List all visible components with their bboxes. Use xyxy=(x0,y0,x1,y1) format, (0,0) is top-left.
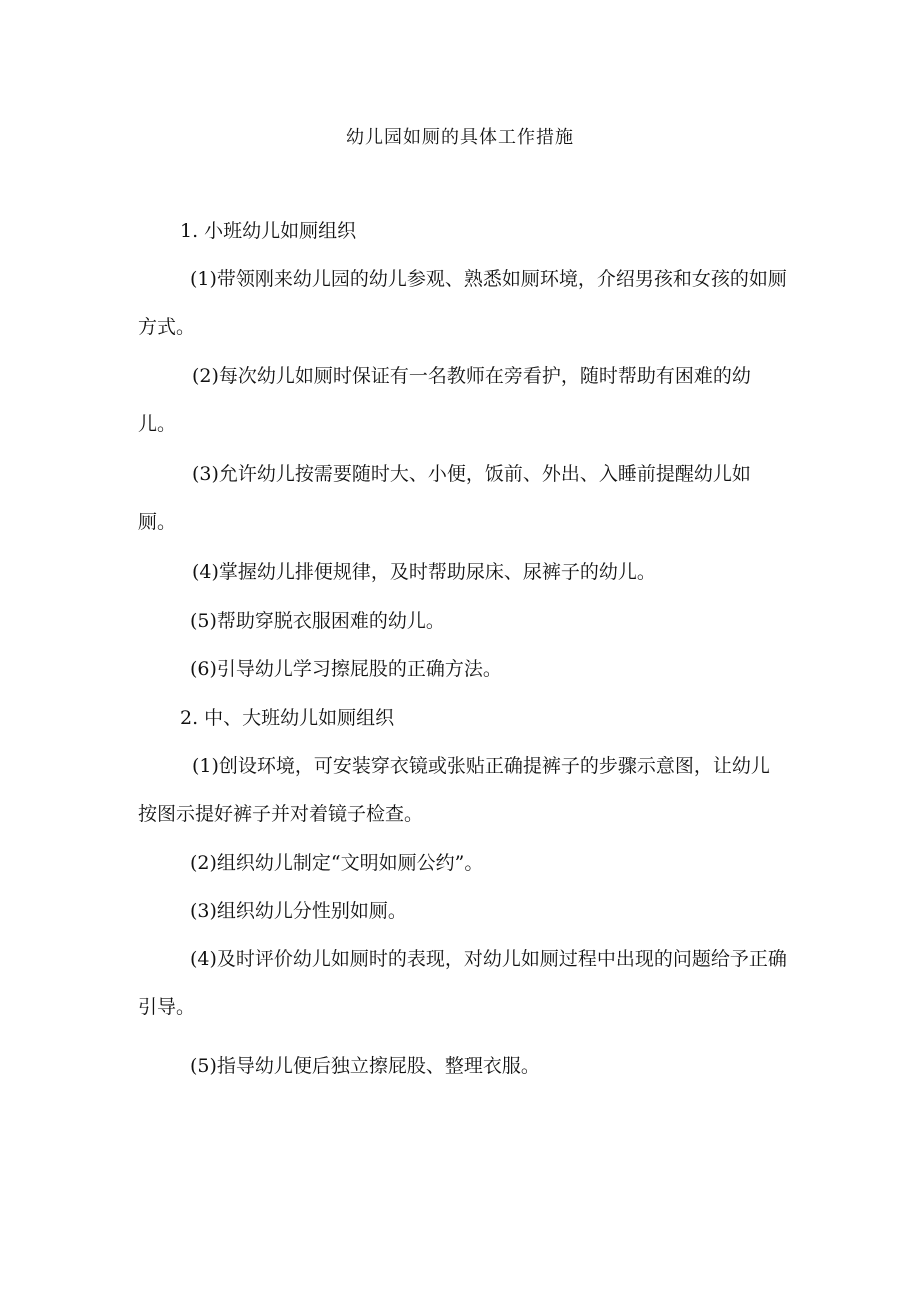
document-title: 幼儿园如厕的具体工作措施 xyxy=(346,127,574,148)
middle-large-class-item-4: (4)及时评价幼儿如厕时的表现，对幼儿如厕过程中出现的问题给予正确引导。 xyxy=(138,948,787,1018)
section-heading-middle-large-class: 2. 中、大班幼儿如厕组织 xyxy=(180,707,395,729)
small-class-item-4: (4)掌握幼儿排便规律，及时帮助尿床、尿裤子的幼儿。 xyxy=(192,561,656,583)
section-heading-small-class: 1. 小班幼儿如厕组织 xyxy=(180,220,357,242)
middle-large-class-item-2: (2)组织幼儿制定“文明如厕公约”。 xyxy=(190,852,484,874)
small-class-item-2: (2)每次幼儿如厕时保证有一名教师在旁看护，随时帮助有困难的幼儿。 xyxy=(138,365,751,435)
small-class-item-5: (5)帮助穿脱衣服困难的幼儿。 xyxy=(190,610,445,632)
middle-large-class-item-3: (3)组织幼儿分性别如厕。 xyxy=(190,900,407,922)
small-class-item-3: (3)允许幼儿按需要随时大、小便，饭前、外出、入睡前提醒幼儿如厕。 xyxy=(138,463,751,533)
small-class-item-1: (1)带领刚来幼儿园的幼儿参观、熟悉如厕环境，介绍男孩和女孩的如厕方式。 xyxy=(138,268,787,338)
middle-large-class-item-5: (5)指导幼儿便后独立擦屁股、整理衣服。 xyxy=(190,1055,540,1077)
small-class-item-6: (6)引导幼儿学习擦屁股的正确方法。 xyxy=(190,658,502,680)
middle-large-class-item-1: (1)创设环境，可安装穿衣镜或张贴正确提裤子的步骤示意图，让幼儿按图示提好裤子并对着镜子检查。 xyxy=(138,755,770,825)
